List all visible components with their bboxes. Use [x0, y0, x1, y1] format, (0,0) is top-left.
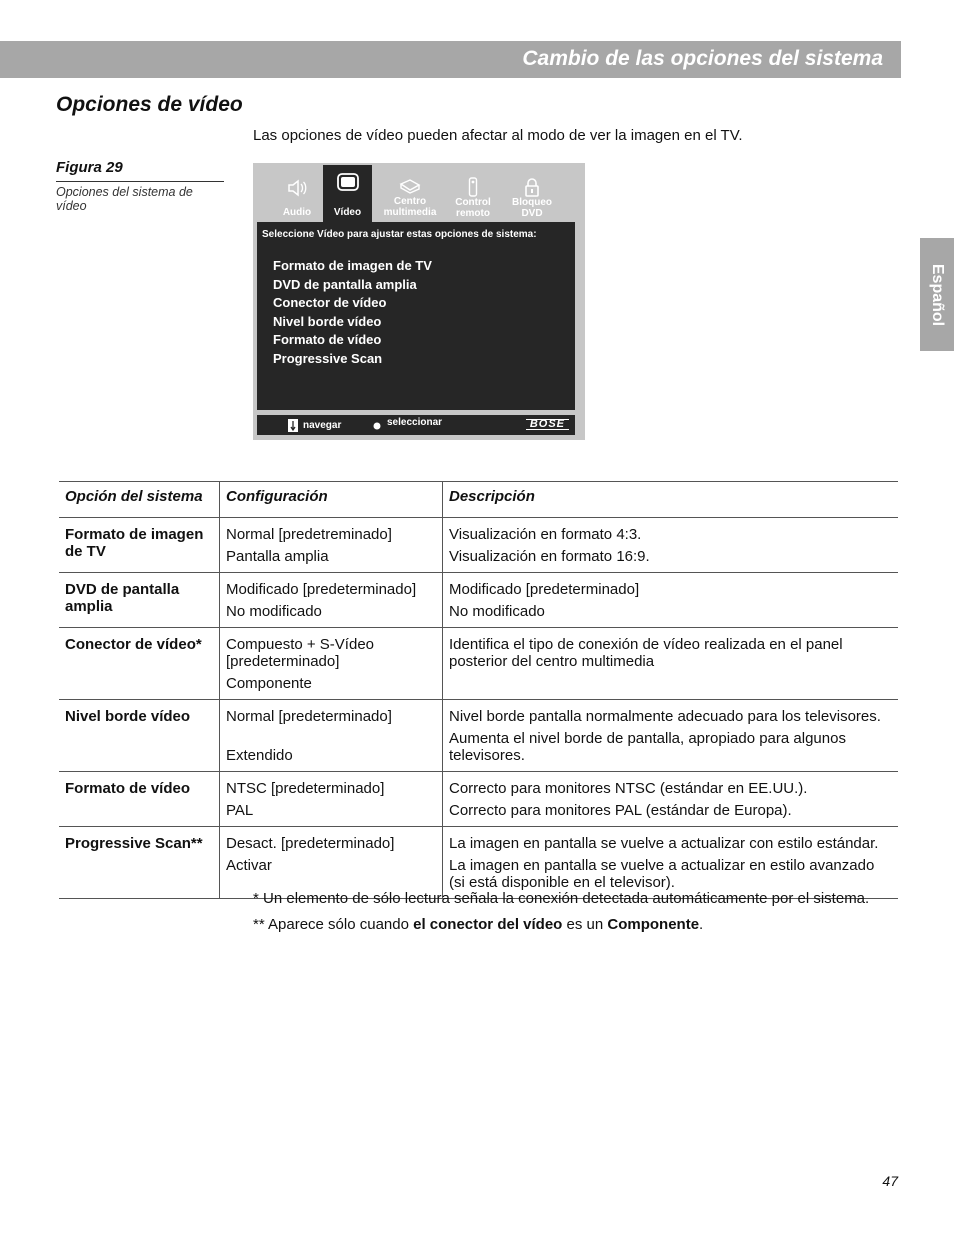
setting-value: Componente: [226, 675, 312, 692]
menu-item: Progressive Scan: [273, 350, 383, 366]
setting-value: Normal [predeterminado]: [226, 708, 392, 725]
setting-value: Extendido: [226, 747, 293, 764]
menu-item: Formato de imagen de TV: [273, 258, 432, 273]
tab-audio: [275, 165, 319, 221]
bose-logo: BOSE: [526, 419, 569, 430]
footnote-progressive: [253, 916, 703, 934]
tab-dvd-lock-label: Bloqueo DVD: [512, 197, 552, 219]
settings-cell: [220, 700, 443, 772]
menu-list: [273, 257, 432, 369]
language-tab-label: Español: [929, 263, 946, 326]
table-row: [59, 518, 898, 573]
media-center-icon: [399, 179, 421, 195]
tv-icon: [337, 173, 359, 192]
option-cell: DVD de pantalla amplia: [59, 573, 220, 628]
table-row: [59, 573, 898, 628]
option-cell: Progressive Scan**: [59, 827, 220, 899]
table-row: [59, 772, 898, 827]
description-text: La imagen en pantalla se vuelve a actualizar en estilo avanzado (si está disponible en el televisor).: [449, 857, 875, 891]
setting-value: Normal [predetreminado]: [226, 526, 392, 543]
description-text: Visualización en formato 4:3.: [449, 526, 642, 543]
settings-cell: [220, 772, 443, 827]
column-header: Opción del sistema: [59, 482, 220, 518]
setting-value: No modificado: [226, 603, 322, 620]
footnote-bold-text: el conector del vídeo: [413, 916, 563, 933]
menu-item: DVD de pantalla amplia: [273, 276, 417, 292]
tab-dvd-lock: [503, 165, 561, 221]
language-tab: [920, 238, 954, 351]
nav-select-label: seleccionar: [387, 417, 443, 428]
description-text: Identifica el tipo de conexión de vídeo realizada en el panel posterior del centro multimedia: [449, 636, 843, 670]
menu-item: Nivel borde vídeo: [273, 313, 382, 329]
description-text: Visualización en formato 16:9.: [449, 548, 650, 565]
option-cell: Nivel borde vídeo: [59, 700, 220, 772]
tab-media-center-label: Centro multimedia: [383, 196, 437, 218]
description-text: La imagen en pantalla se vuelve a actualizar con estilo estándar.: [449, 835, 879, 852]
menu-panel: [257, 222, 575, 410]
remote-icon: [468, 177, 478, 197]
table-row: [59, 827, 898, 899]
menu-nav-bar: [257, 415, 575, 435]
setting-value: PAL: [226, 802, 254, 819]
tab-audio-label: Audio: [282, 207, 312, 218]
setting-value: Modificado [predeterminado]: [226, 581, 417, 598]
select-icon: [373, 422, 381, 430]
option-cell: Conector de vídeo*: [59, 628, 220, 700]
figure-label: Figura 29: [56, 158, 224, 182]
footnote-bold-text: Componente: [607, 916, 700, 933]
description-text: Correcto para monitores PAL (estándar de Europa).: [449, 802, 792, 819]
menu-item: Conector de vídeo: [273, 295, 387, 311]
settings-cell: [220, 827, 443, 899]
description-cell: [443, 772, 899, 827]
footnote-text: es un: [562, 916, 608, 933]
settings-cell: [220, 628, 443, 700]
column-header: Descripción: [443, 482, 899, 518]
section-title: Opciones de vídeo: [56, 93, 243, 116]
table-header-row: [59, 482, 898, 518]
description-text: No modificado: [449, 603, 545, 620]
header-title: Cambio de las opciones del sistema: [522, 47, 883, 70]
description-text: Aumenta el nivel borde de pantalla, apropiado para algunos televisores.: [449, 730, 846, 764]
table-row: [59, 700, 898, 772]
setting-value: Pantalla amplia: [226, 548, 329, 565]
page-number: 47: [882, 1173, 898, 1189]
menu-screenshot: [253, 163, 585, 440]
option-cell: Formato de imagen de TV: [59, 518, 220, 573]
setting-value: Desact. [predeterminado]: [226, 835, 395, 852]
setting-value: Activar: [226, 857, 272, 874]
intro-text: Las opciones de vídeo pueden afectar al modo de ver la imagen en el TV.: [253, 127, 743, 144]
navigate-icon: [288, 419, 298, 432]
description-cell: [443, 827, 899, 899]
description-text: Modificado [predeterminado]: [449, 581, 640, 598]
tab-video: [323, 165, 372, 222]
tab-video-label: Vídeo: [333, 207, 362, 218]
menu-item: Formato de vídeo: [273, 332, 382, 348]
footnote-text: .: [699, 916, 704, 933]
menu-prompt: Seleccione Vídeo para ajustar estas opciones de sistema:: [262, 229, 537, 240]
table-row: [59, 628, 898, 700]
description-cell: [443, 573, 899, 628]
tab-remote: [449, 165, 497, 221]
speaker-icon: [287, 179, 307, 197]
setting-value: Compuesto + S-Vídeo [predeterminado]: [226, 636, 375, 670]
footnote-text: ** Aparece sólo cuando: [253, 916, 414, 933]
footnote-readonly: * Un elemento de sólo lectura señala la conexión detectada automáticamente por el sistema.: [253, 890, 870, 907]
column-header: Configuración: [220, 482, 443, 518]
settings-cell: [220, 518, 443, 573]
description-text: Nivel borde pantalla normalmente adecuado para los televisores.: [449, 708, 881, 725]
settings-cell: [220, 573, 443, 628]
options-table: [59, 481, 898, 899]
setting-value: NTSC [predeterminado]: [226, 780, 385, 797]
header-bar: [0, 41, 901, 78]
tab-remote-label: Control remoto: [455, 197, 491, 219]
description-cell: [443, 628, 899, 700]
description-text: Correcto para monitores NTSC (estándar en EE.UU.).: [449, 780, 808, 797]
tab-media-center: [375, 165, 445, 221]
figure-caption: Opciones del sistema de vídeo: [56, 185, 193, 213]
option-cell: Formato de vídeo: [59, 772, 220, 827]
nav-navigate-label: navegar: [303, 420, 342, 431]
description-cell: [443, 518, 899, 573]
description-cell: [443, 700, 899, 772]
lock-icon: [524, 177, 540, 197]
